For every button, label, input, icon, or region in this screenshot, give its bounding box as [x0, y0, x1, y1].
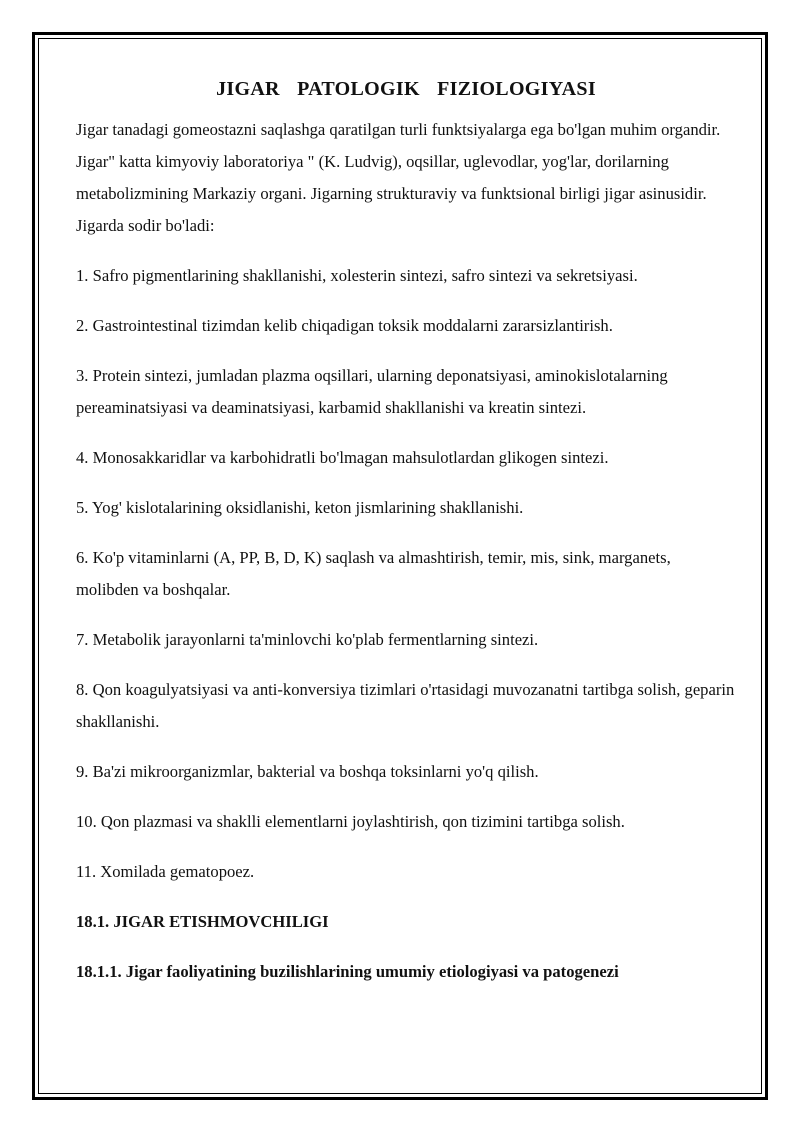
list-item: 6. Ko'p vitaminlarni (A, PP, B, D, K) saqlash va almashtirish, temir, mis, sink, marganets, molibden va boshqalar.: [76, 548, 671, 599]
intro-paragraph: Jigar tanadagi gomeostazni saqlashga qaratilgan turli funktsiyalarga ega bo'lgan muhim organdir. Jigar" katta kimyoviy laboratoriya " (K. Ludvig), oqsillar, uglevodlar, yog'lar, dorilarning metabolizmining Markaziy organi. Jigarning strukturaviy va funktsional birligi jigar asinusidir. Jigarda sodir bo'ladi:: [76, 120, 721, 235]
page-title: JIGAR PATOLOGIK FIZIOLOGIYASI: [216, 78, 596, 100]
subsection-heading: 18.1.1. Jigar faoliyatining buzilishlarining umumiy etiologiyasi va patogenezi: [76, 962, 619, 981]
list-item: 11. Xomilada gematopoez.: [76, 862, 255, 881]
list-item: 7. Metabolik jarayonlarni ta'minlovchi ko'plab fermentlarning sintezi.: [76, 630, 539, 649]
list-item: 9. Ba'zi mikroorganizmlar, bakterial va boshqa toksinlarni yo'q qilish.: [76, 762, 539, 781]
list-item: 1. Safro pigmentlarining shakllanishi, xolesterin sintezi, safro sintezi va sekretsiyasi.: [76, 266, 638, 285]
list-item: 8. Qon koagulyatsiyasi va anti-konversiya tizimlari o'rtasidagi muvozanatni tartibga solish, geparin shakllanishi.: [76, 680, 735, 731]
section-heading: 18.1. JIGAR ETISHMOVCHILIGI: [76, 912, 329, 931]
list-item: 10. Qon plazmasi va shaklli elementlarni joylashtirish, qon tizimini tartibga solish.: [76, 812, 625, 831]
document-body: [76, 72, 736, 988]
list-item: 3. Protein sintezi, jumladan plazma oqsillari, ularning deponatsiyasi, aminokislotalarning pereaminatsiyasi va deaminatsiyasi, karbamid shakllanishi va kreatin sintezi.: [76, 366, 668, 417]
list-item: 5. Yog' kislotalarining oksidlanishi, keton jismlarining shakllanishi.: [76, 498, 524, 517]
list-item: 2. Gastrointestinal tizimdan kelib chiqadigan toksik moddalarni zararsizlantirish.: [76, 316, 613, 335]
list-item: 4. Monosakkaridlar va karbohidratli bo'lmagan mahsulotlardan glikogen sintezi.: [76, 448, 609, 467]
